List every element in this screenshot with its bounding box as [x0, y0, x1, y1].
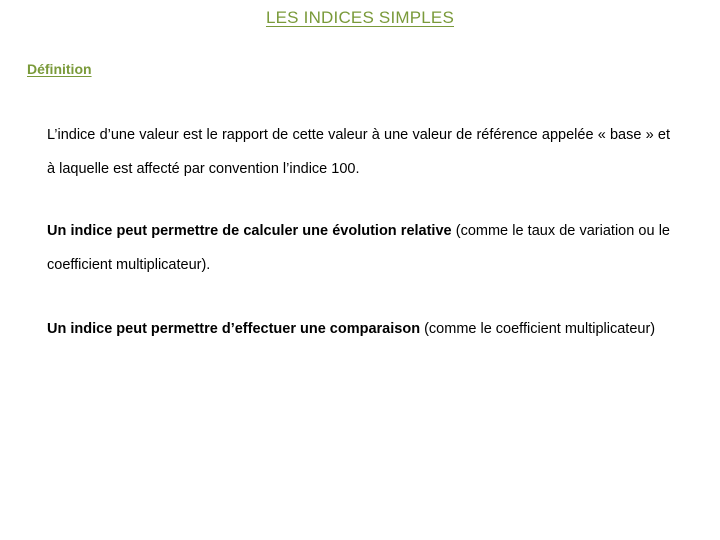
comparison-paragraph [47, 312, 670, 346]
page-title: LES INDICES SIMPLES [265, 8, 455, 27]
definition-paragraph [47, 118, 670, 186]
evolution-rest-text: (comme le taux de variation ou le coefficient multiplicateur). [47, 223, 670, 273]
evolution-bold-text: Un indice peut permettre de calculer une évolution relative [47, 223, 452, 239]
definition-text: L’indice d’une valeur est le rapport de cette valeur à une valeur de référence appelée « base » et à laquelle est affecté par convention l’indice 100. [47, 127, 670, 177]
comparison-bold-text: Un indice peut permettre d’effectuer une comparaison [47, 321, 421, 337]
section-heading-definition: Définition [27, 61, 92, 77]
evolution-paragraph [47, 214, 670, 282]
comparison-rest-text: (comme le coefficient multiplicateur) [420, 321, 656, 337]
